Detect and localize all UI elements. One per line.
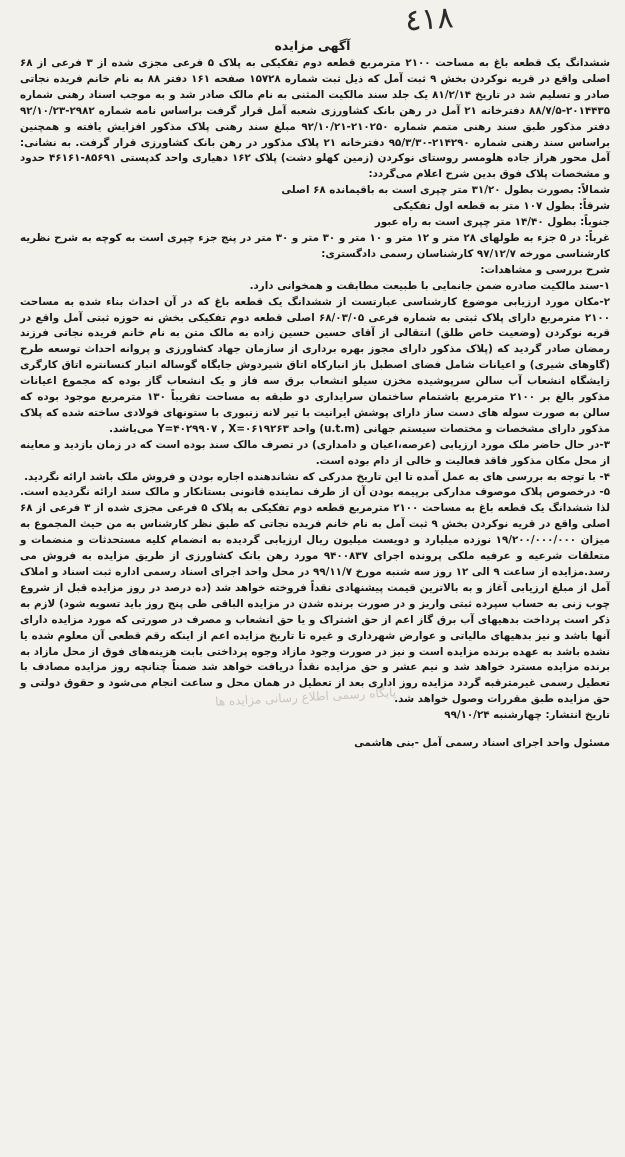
bound-east: شرقاً: بطول ۱۰۷ متر به قطعه اول تفکیکی bbox=[392, 200, 610, 213]
bound-west: غرباً: در ۵ جزء به طولهای ۲۸ متر و ۱۲ متر و ۱۰ متر و ۳۰ متر و ۳۰ متر در پنج جزء چپری است به کوچه به شرح نظریه کارشناسی مورخه ۹۷/۱۲/۷ کارشناسان رسمی دادگستری: bbox=[20, 231, 610, 260]
watermark: پایگاه رسمی اطلاع رسانی مزایده ها bbox=[214, 685, 397, 709]
handwritten-number: ٤١٨ bbox=[403, 0, 455, 39]
signature-line: مسئول واحد اجرای اسناد رسمی آمل -بنی هاشمی bbox=[354, 737, 610, 750]
review-heading: شرح بررسی و مشاهدات: bbox=[480, 263, 610, 276]
intro-paragraph: ششدانگ یک قطعه باغ به مساحت ۲۱۰۰ مترمربع قطعه دوم تفکیکی به پلاک ۵ فرعی مجزی شده از ۳ فرعی از ۶۸ اصلی واقع در قریه نوکردن بخش ۹ ثبت آمل که ذیل ثبت شماره ۱۵۷۲۸ صفحه ۱۶۱ دفتر ۸۸ به نام خانم فریده نجاتی صادر و تسلیم شد در تاریخ ۸۱/۲/۱۴ یک جلد سند مالکیت المثنی به نام مالک صادر شد و به موجب اسناد رهنی شماره ۲۰۱۴۴۳۵-۸۸/۷/۵ دفترخانه ۲۱ آمل در رهن بانک کشاورزی شعبه آمل قرار گرفت براساس نامه شماره ۲۹۸۲-۹۲/۱۰/۲۳ دفتر مذکور طبق سند رهنی متمم شماره ۲۱۰۲۵۰-۹۲/۱۰/۲۱ مبلغ سند رهنی پلاک مذکور افزایش یافته و همچنین براساس سند رهنی شماره ۲۱۴۲۹۰-۹۵/۳/۳۰ دفترخانه ۲۱ پلاک مذکور در رهن بانک کشاورزی قرار گرفت. به نشانی: آمل محور هراز جاده هلومسر روستای نوکردن (زمین کهلو دشت) پلاک ۱۶۲ دهیاری واحد کدپستی ۸۵۶۹۱-۴۶۱۶۱ حدود و مشخصات پلاک فوق بدین شرح اعلام می‌گردد: bbox=[20, 57, 611, 181]
list-item: ۲-مکان مورد ارزیابی موضوع کارشناسی عبارتست از ششدانگ یک قطعه باغ که در آن احداث بناء شده به مساحت ۲۱۰۰ مترمربع دارای پلاک ثبتی به شماره فرعی ۶۸/۰۳/۰۵ اصلی قطعه دوم تفکیکی بخش نه حوزه ثبتی آمل واقع در قریه نوکردن (وضعیت خاص طلق) انتقالی از آقای حسین حسین زاده به مالک متن به نام خانم فریده نجاتی فرزند رمضان صادر گردید که (پلاک مذکور دارای مجوز بهره برداری از سازمان جهاد کشاورزی و پروانه احداث توسعه طرح (گاوهای شیری) و اعیانات شامل فضای اصطبل باز انبارکاه اتاق شیردوش جایگاه گوساله انبار کنسانتره اتاق کارگری زایشگاه انشعاب آب سالن سرپوشیده مخزن سیلو انشعاب برق سه فاز و یک انشعاب گاز بوده که مجموع اعیانات مذکور بالغ بر ۲۱۰۰ مترمربع باشتمام ساختمان سرایداری دو طبقه به مساحت تقریباً ۱۳۰ مترمربع موجود بوده که سالن به صورت سوله های دست ساز دارای پوشش ایرانیت با تیر لانه زنبوری با ستونهای فولادی ساخته شده که پلاک مذکور دارای مشخصات و مختصات سیستم جهانی (u.t.m) واحد Y=۴۰۲۹۹۰۷ , X=۰۶۱۹۲۶۳ می‌باشد. bbox=[20, 295, 610, 435]
bound-north: شمالاً: بصورت بطول ۳۱/۲۰ متر چپری است به باقیمانده ۶۸ اصلی bbox=[281, 184, 610, 197]
notice-body bbox=[20, 56, 610, 752]
list-item: ۱-سند مالکیت صادره ضمن جانمایی با طبیعت مطابقت و همخوانی دارد. bbox=[249, 279, 610, 292]
bound-south: جنوباً: بطول ۱۴/۴۰ متر چپری است به راه عبور bbox=[374, 216, 610, 229]
list-item: ۳-در حال حاضر ملک مورد ارزیابی (عرصه،اعیان و دامداری) در تصرف مالک سند بوده است که در زمان بازدید و معاینه از محل مکان مذکور فاقد فعالیت و خالی از دام بوده است. bbox=[20, 438, 610, 467]
list-item: ۴- با توجه به بررسی های به عمل آمده تا این تاریخ مدرکی که نشاندهنده اجاره بودن و فروش ملک باشد ارائه نگردید. bbox=[24, 470, 610, 483]
page-title: آگهی مزایده bbox=[274, 38, 351, 53]
publish-date: تاریخ انتشار: چهارشنبه ۹۹/۱۰/۲۴ bbox=[444, 709, 610, 722]
list-item: ۵- درخصوص پلاک موصوف مدارکی برپیمه بودن آن از طرف نماینده قانونی بستانکار و مالک سند ارائه نگردیده است. لذا ششدانگ یک قطعه باغ به مساحت ۲۱۰۰ مترمربع قطعه دوم تفکیکی به پلاک ۵ فرعی مجزی شده از ۳ فرعی از ۶۸ اصلی واقع در قریه نوکردن بخش ۹ ثبت آمل به نام خانم فریده نجاتی که طبق نظر کارشناس به من حیث المجموع به میزان ۱۹/۲۰۰/۰۰۰/۰۰۰ نوزده میلیارد و دویست میلیون ریال ارزیابی گردیده به انضمام کلیه مستحدثات و منضمات و متعلقات شرعیه و عرفیه ملکی پرونده اجرای ۹۴۰۰۸۳۷ مورد رهن بانک کشاورزی از طریق مزایده به فروش می رسد.مزایده از ساعت ۹ الی ۱۲ روز سه شنبه مورخ ۹۹/۱۱/۷ در محل واحد اجرای اسناد رسمی اداره ثبت اسناد و املاک آمل از مبلغ ارزیابی آغاز و به بالاترین قیمت پیشنهادی نقداً فروخته خواهد شد (ده درصد در روز مزایده قبل از شروع چوب زنی به حساب سپرده ثبتی واریز و در صورت برنده شدن در مزایده الباقی طی پنج روز باید تسویه شود) لازم به ذکر است پرداخت بدهیهای آب برق گاز اعم از حق اشتراک و یا حق انشعاب و مصرف در صورتی که مورد مزایده دارای آنها باشد و نیز بدهیهای مالیاتی و عوارض شهرداری و غیره تا تاریخ مزایده اعم از اینکه رقم قطعی آن معلوم شده یا نشده باشد به عهده برنده مزایده است و نیز در صورت وجود مازاد وجوه پرداختی بابت هزینه‌های فوق از محل مازاد به برنده مزایده مسترد خواهد شد و نیم عشر و حق مزایده نقداً دریافت خواهد شد ضمناً چنانچه روز مزایده مصادف با تعطیل رسمی غیرمترقبه گردد مزایده روز اداری بعد از تعطیل در همان محل و ساعت انجام می‌شود و حقوق دولتی و حق مزایده طبق مقررات وصول خواهد شد. bbox=[20, 486, 611, 706]
